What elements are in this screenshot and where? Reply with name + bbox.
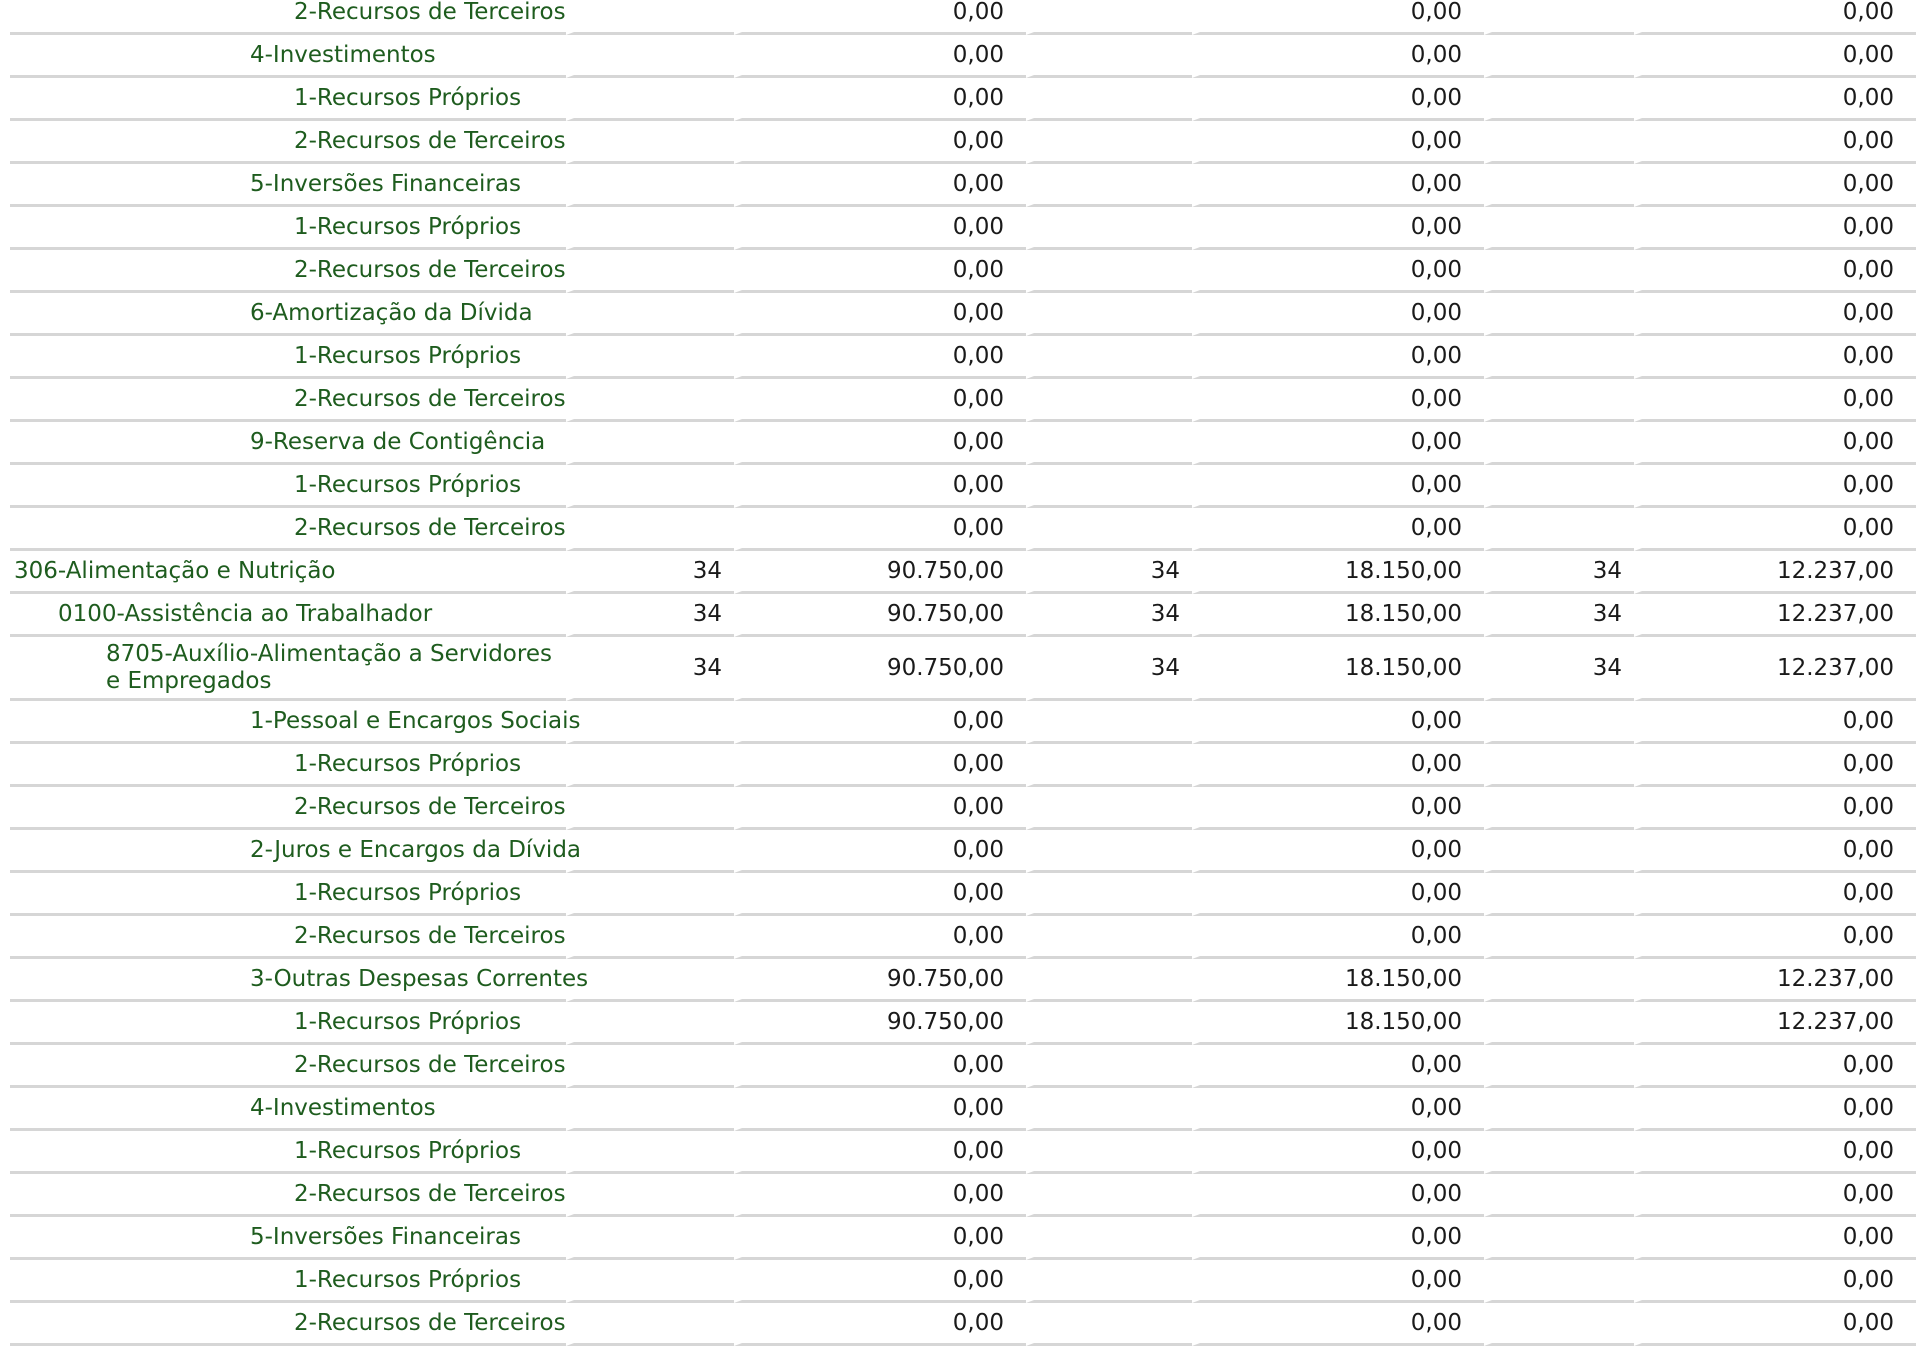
value-col-2: 0,00 bbox=[1192, 0, 1484, 35]
value-col-2: 18.150,00 bbox=[1192, 959, 1484, 1002]
row-label: 2-Recursos de Terceiros bbox=[10, 250, 566, 293]
quantity-col-3 bbox=[1484, 830, 1634, 873]
table-row bbox=[10, 78, 1916, 121]
quantity-col-2 bbox=[1026, 164, 1192, 207]
value-col-1: 0,00 bbox=[734, 1088, 1026, 1131]
value-col-1: 90.750,00 bbox=[734, 594, 1026, 637]
table-row bbox=[10, 379, 1916, 422]
value-col-2: 0,00 bbox=[1192, 422, 1484, 465]
table-row bbox=[10, 207, 1916, 250]
value-col-3: 0,00 bbox=[1634, 508, 1916, 551]
value-col-2: 18.150,00 bbox=[1192, 594, 1484, 637]
value-col-3: 0,00 bbox=[1634, 0, 1916, 35]
value-col-1: 0,00 bbox=[734, 422, 1026, 465]
quantity-col-1 bbox=[566, 121, 734, 164]
table-row bbox=[10, 164, 1916, 207]
value-col-1: 0,00 bbox=[734, 207, 1026, 250]
value-col-2: 0,00 bbox=[1192, 35, 1484, 78]
value-col-2: 0,00 bbox=[1192, 508, 1484, 551]
table-row bbox=[10, 508, 1916, 551]
table-row bbox=[10, 1303, 1916, 1346]
quantity-col-3 bbox=[1484, 422, 1634, 465]
quantity-col-3 bbox=[1484, 1088, 1634, 1131]
quantity-col-2 bbox=[1026, 959, 1192, 1002]
table-row bbox=[10, 873, 1916, 916]
table-row bbox=[10, 744, 1916, 787]
value-col-2: 0,00 bbox=[1192, 336, 1484, 379]
value-col-1: 0,00 bbox=[734, 744, 1026, 787]
quantity-col-3 bbox=[1484, 916, 1634, 959]
value-col-1: 0,00 bbox=[734, 1045, 1026, 1088]
value-col-1: 0,00 bbox=[734, 873, 1026, 916]
quantity-col-3 bbox=[1484, 78, 1634, 121]
quantity-col-2 bbox=[1026, 465, 1192, 508]
value-col-3: 0,00 bbox=[1634, 293, 1916, 336]
value-col-3: 0,00 bbox=[1634, 830, 1916, 873]
row-label: 1-Recursos Próprios bbox=[10, 465, 566, 508]
value-col-2: 0,00 bbox=[1192, 78, 1484, 121]
row-label: 2-Recursos de Terceiros bbox=[10, 1174, 566, 1217]
row-label: 1-Recursos Próprios bbox=[10, 78, 566, 121]
quantity-col-2 bbox=[1026, 916, 1192, 959]
quantity-col-2 bbox=[1026, 1260, 1192, 1303]
quantity-col-3 bbox=[1484, 379, 1634, 422]
quantity-col-2 bbox=[1026, 1002, 1192, 1045]
row-label: 4-Investimentos bbox=[10, 35, 566, 78]
row-label: 8705-Auxílio-Alimentação a Servidores e Empregados bbox=[10, 637, 566, 701]
value-col-3: 0,00 bbox=[1634, 916, 1916, 959]
quantity-col-3 bbox=[1484, 35, 1634, 78]
row-label: 6-Amortização da Dívida bbox=[10, 293, 566, 336]
value-col-3: 0,00 bbox=[1634, 1088, 1916, 1131]
quantity-col-2: 34 bbox=[1026, 551, 1192, 594]
value-col-2: 0,00 bbox=[1192, 1260, 1484, 1303]
value-col-1: 0,00 bbox=[734, 121, 1026, 164]
value-col-2: 0,00 bbox=[1192, 207, 1484, 250]
value-col-1: 0,00 bbox=[734, 916, 1026, 959]
value-col-1: 0,00 bbox=[734, 1131, 1026, 1174]
value-col-3: 0,00 bbox=[1634, 1131, 1916, 1174]
table-row bbox=[10, 1131, 1916, 1174]
table-row bbox=[10, 787, 1916, 830]
quantity-col-2 bbox=[1026, 508, 1192, 551]
quantity-col-3 bbox=[1484, 465, 1634, 508]
quantity-col-1 bbox=[566, 1174, 734, 1217]
value-col-2: 18.150,00 bbox=[1192, 637, 1484, 701]
value-col-3: 0,00 bbox=[1634, 1217, 1916, 1260]
value-col-2: 0,00 bbox=[1192, 701, 1484, 744]
table-row bbox=[10, 336, 1916, 379]
value-col-3: 0,00 bbox=[1634, 1303, 1916, 1346]
table-row bbox=[10, 594, 1916, 637]
table-row bbox=[10, 465, 1916, 508]
value-col-2: 18.150,00 bbox=[1192, 551, 1484, 594]
quantity-col-1: 34 bbox=[566, 594, 734, 637]
quantity-col-2 bbox=[1026, 744, 1192, 787]
value-col-1: 90.750,00 bbox=[734, 637, 1026, 701]
quantity-col-2 bbox=[1026, 207, 1192, 250]
quantity-col-1 bbox=[566, 1217, 734, 1260]
quantity-col-3 bbox=[1484, 1131, 1634, 1174]
quantity-col-1 bbox=[566, 164, 734, 207]
value-col-2: 0,00 bbox=[1192, 1088, 1484, 1131]
budget-table-body bbox=[10, 0, 1916, 1346]
quantity-col-2: 34 bbox=[1026, 594, 1192, 637]
value-col-3: 0,00 bbox=[1634, 787, 1916, 830]
quantity-col-1 bbox=[566, 0, 734, 35]
row-label: 4-Investimentos bbox=[10, 1088, 566, 1131]
row-label: 5-Inversões Financeiras bbox=[10, 164, 566, 207]
value-col-3: 12.237,00 bbox=[1634, 551, 1916, 594]
value-col-1: 90.750,00 bbox=[734, 1002, 1026, 1045]
quantity-col-3 bbox=[1484, 164, 1634, 207]
quantity-col-1 bbox=[566, 873, 734, 916]
table-row bbox=[10, 1260, 1916, 1303]
value-col-3: 0,00 bbox=[1634, 744, 1916, 787]
value-col-3: 0,00 bbox=[1634, 164, 1916, 207]
quantity-col-2 bbox=[1026, 1045, 1192, 1088]
quantity-col-1 bbox=[566, 1131, 734, 1174]
value-col-3: 0,00 bbox=[1634, 336, 1916, 379]
value-col-1: 0,00 bbox=[734, 379, 1026, 422]
quantity-col-3: 34 bbox=[1484, 551, 1634, 594]
quantity-col-2 bbox=[1026, 873, 1192, 916]
row-label: 2-Recursos de Terceiros bbox=[10, 508, 566, 551]
table-row bbox=[10, 637, 1916, 701]
quantity-col-2 bbox=[1026, 787, 1192, 830]
value-col-3: 0,00 bbox=[1634, 121, 1916, 164]
value-col-2: 0,00 bbox=[1192, 916, 1484, 959]
quantity-col-1 bbox=[566, 701, 734, 744]
value-col-1: 0,00 bbox=[734, 35, 1026, 78]
quantity-col-1 bbox=[566, 422, 734, 465]
value-col-1: 0,00 bbox=[734, 830, 1026, 873]
quantity-col-1: 34 bbox=[566, 637, 734, 701]
row-label: 3-Outras Despesas Correntes bbox=[10, 959, 566, 1002]
quantity-col-3 bbox=[1484, 744, 1634, 787]
quantity-col-3 bbox=[1484, 336, 1634, 379]
quantity-col-3 bbox=[1484, 207, 1634, 250]
value-col-1: 0,00 bbox=[734, 1217, 1026, 1260]
quantity-col-2 bbox=[1026, 250, 1192, 293]
value-col-2: 0,00 bbox=[1192, 1303, 1484, 1346]
row-label: 2-Recursos de Terceiros bbox=[10, 787, 566, 830]
value-col-1: 0,00 bbox=[734, 701, 1026, 744]
value-col-1: 0,00 bbox=[734, 787, 1026, 830]
quantity-col-1 bbox=[566, 336, 734, 379]
quantity-col-1 bbox=[566, 916, 734, 959]
quantity-col-1 bbox=[566, 465, 734, 508]
quantity-col-1 bbox=[566, 250, 734, 293]
value-col-3: 12.237,00 bbox=[1634, 959, 1916, 1002]
row-label: 1-Recursos Próprios bbox=[10, 207, 566, 250]
row-label: 2-Juros e Encargos da Dívida bbox=[10, 830, 566, 873]
table-row bbox=[10, 1002, 1916, 1045]
quantity-col-3 bbox=[1484, 1260, 1634, 1303]
row-label: 1-Recursos Próprios bbox=[10, 744, 566, 787]
table-row bbox=[10, 830, 1916, 873]
quantity-col-2 bbox=[1026, 1088, 1192, 1131]
value-col-1: 0,00 bbox=[734, 78, 1026, 121]
table-row bbox=[10, 0, 1916, 35]
table-row bbox=[10, 551, 1916, 594]
row-label: 0100-Assistência ao Trabalhador bbox=[10, 594, 566, 637]
quantity-col-3: 34 bbox=[1484, 637, 1634, 701]
value-col-2: 0,00 bbox=[1192, 1131, 1484, 1174]
value-col-1: 90.750,00 bbox=[734, 959, 1026, 1002]
quantity-col-1 bbox=[566, 744, 734, 787]
value-col-1: 0,00 bbox=[734, 465, 1026, 508]
row-label: 2-Recursos de Terceiros bbox=[10, 916, 566, 959]
table-row bbox=[10, 959, 1916, 1002]
budget-table bbox=[10, 0, 1916, 1346]
row-label: 306-Alimentação e Nutrição bbox=[10, 551, 566, 594]
quantity-col-1 bbox=[566, 1303, 734, 1346]
row-label: 2-Recursos de Terceiros bbox=[10, 1303, 566, 1346]
value-col-2: 0,00 bbox=[1192, 465, 1484, 508]
value-col-1: 0,00 bbox=[734, 1260, 1026, 1303]
value-col-2: 0,00 bbox=[1192, 250, 1484, 293]
table-row bbox=[10, 422, 1916, 465]
value-col-1: 0,00 bbox=[734, 508, 1026, 551]
quantity-col-3 bbox=[1484, 250, 1634, 293]
value-col-2: 0,00 bbox=[1192, 744, 1484, 787]
quantity-col-3 bbox=[1484, 121, 1634, 164]
value-col-2: 0,00 bbox=[1192, 121, 1484, 164]
quantity-col-1 bbox=[566, 508, 734, 551]
quantity-col-3 bbox=[1484, 293, 1634, 336]
quantity-col-3 bbox=[1484, 959, 1634, 1002]
value-col-3: 0,00 bbox=[1634, 35, 1916, 78]
value-col-3: 12.237,00 bbox=[1634, 637, 1916, 701]
quantity-col-1 bbox=[566, 379, 734, 422]
value-col-1: 0,00 bbox=[734, 1303, 1026, 1346]
quantity-col-3 bbox=[1484, 873, 1634, 916]
quantity-col-2 bbox=[1026, 422, 1192, 465]
quantity-col-1 bbox=[566, 1260, 734, 1303]
quantity-col-2 bbox=[1026, 1174, 1192, 1217]
value-col-3: 0,00 bbox=[1634, 78, 1916, 121]
quantity-col-1 bbox=[566, 78, 734, 121]
value-col-2: 0,00 bbox=[1192, 830, 1484, 873]
quantity-col-3 bbox=[1484, 508, 1634, 551]
quantity-col-2 bbox=[1026, 121, 1192, 164]
row-label: 1-Recursos Próprios bbox=[10, 1002, 566, 1045]
quantity-col-3 bbox=[1484, 1217, 1634, 1260]
quantity-col-2 bbox=[1026, 78, 1192, 121]
value-col-3: 0,00 bbox=[1634, 250, 1916, 293]
quantity-col-3 bbox=[1484, 701, 1634, 744]
value-col-3: 12.237,00 bbox=[1634, 594, 1916, 637]
quantity-col-2 bbox=[1026, 830, 1192, 873]
value-col-3: 0,00 bbox=[1634, 873, 1916, 916]
quantity-col-2 bbox=[1026, 35, 1192, 78]
quantity-col-2 bbox=[1026, 293, 1192, 336]
value-col-1: 0,00 bbox=[734, 250, 1026, 293]
quantity-col-1 bbox=[566, 787, 734, 830]
value-col-3: 12.237,00 bbox=[1634, 1002, 1916, 1045]
quantity-col-1 bbox=[566, 830, 734, 873]
quantity-col-3 bbox=[1484, 787, 1634, 830]
table-row bbox=[10, 1088, 1916, 1131]
row-label: 2-Recursos de Terceiros bbox=[10, 121, 566, 164]
quantity-col-2 bbox=[1026, 701, 1192, 744]
table-row bbox=[10, 1174, 1916, 1217]
row-label: 9-Reserva de Contigência bbox=[10, 422, 566, 465]
value-col-2: 0,00 bbox=[1192, 1045, 1484, 1088]
row-label: 1-Recursos Próprios bbox=[10, 1260, 566, 1303]
quantity-col-1 bbox=[566, 293, 734, 336]
table-row bbox=[10, 35, 1916, 78]
quantity-col-1 bbox=[566, 35, 734, 78]
value-col-1: 0,00 bbox=[734, 293, 1026, 336]
quantity-col-1: 34 bbox=[566, 551, 734, 594]
row-label: 2-Recursos de Terceiros bbox=[10, 379, 566, 422]
quantity-col-3 bbox=[1484, 1002, 1634, 1045]
value-col-3: 0,00 bbox=[1634, 379, 1916, 422]
row-label: 2-Recursos de Terceiros bbox=[10, 1045, 566, 1088]
quantity-col-1 bbox=[566, 1045, 734, 1088]
quantity-col-2 bbox=[1026, 336, 1192, 379]
row-label: 1-Pessoal e Encargos Sociais bbox=[10, 701, 566, 744]
quantity-col-2 bbox=[1026, 1303, 1192, 1346]
quantity-col-3: 34 bbox=[1484, 594, 1634, 637]
row-label: 1-Recursos Próprios bbox=[10, 336, 566, 379]
value-col-3: 0,00 bbox=[1634, 1045, 1916, 1088]
value-col-1: 0,00 bbox=[734, 336, 1026, 379]
row-label: 1-Recursos Próprios bbox=[10, 873, 566, 916]
quantity-col-1 bbox=[566, 1002, 734, 1045]
value-col-3: 0,00 bbox=[1634, 207, 1916, 250]
value-col-2: 0,00 bbox=[1192, 787, 1484, 830]
quantity-col-2 bbox=[1026, 1217, 1192, 1260]
table-row bbox=[10, 916, 1916, 959]
value-col-1: 0,00 bbox=[734, 1174, 1026, 1217]
row-label: 1-Recursos Próprios bbox=[10, 1131, 566, 1174]
value-col-3: 0,00 bbox=[1634, 422, 1916, 465]
value-col-3: 0,00 bbox=[1634, 465, 1916, 508]
value-col-1: 0,00 bbox=[734, 0, 1026, 35]
quantity-col-3 bbox=[1484, 1303, 1634, 1346]
quantity-col-2 bbox=[1026, 1131, 1192, 1174]
value-col-2: 18.150,00 bbox=[1192, 1002, 1484, 1045]
quantity-col-3 bbox=[1484, 1174, 1634, 1217]
value-col-2: 0,00 bbox=[1192, 164, 1484, 207]
quantity-col-3 bbox=[1484, 0, 1634, 35]
value-col-2: 0,00 bbox=[1192, 293, 1484, 336]
quantity-col-2 bbox=[1026, 0, 1192, 35]
quantity-col-3 bbox=[1484, 1045, 1634, 1088]
value-col-2: 0,00 bbox=[1192, 1174, 1484, 1217]
quantity-col-1 bbox=[566, 1088, 734, 1131]
quantity-col-2: 34 bbox=[1026, 637, 1192, 701]
table-row bbox=[10, 1045, 1916, 1088]
value-col-3: 0,00 bbox=[1634, 1260, 1916, 1303]
value-col-3: 0,00 bbox=[1634, 701, 1916, 744]
table-row bbox=[10, 250, 1916, 293]
quantity-col-1 bbox=[566, 207, 734, 250]
quantity-col-2 bbox=[1026, 379, 1192, 422]
value-col-1: 90.750,00 bbox=[734, 551, 1026, 594]
table-row bbox=[10, 121, 1916, 164]
value-col-2: 0,00 bbox=[1192, 873, 1484, 916]
value-col-2: 0,00 bbox=[1192, 1217, 1484, 1260]
table-row bbox=[10, 701, 1916, 744]
row-label: 5-Inversões Financeiras bbox=[10, 1217, 566, 1260]
value-col-2: 0,00 bbox=[1192, 379, 1484, 422]
value-col-1: 0,00 bbox=[734, 164, 1026, 207]
table-row bbox=[10, 293, 1916, 336]
quantity-col-1 bbox=[566, 959, 734, 1002]
value-col-3: 0,00 bbox=[1634, 1174, 1916, 1217]
table-row bbox=[10, 1217, 1916, 1260]
row-label: 2-Recursos de Terceiros bbox=[10, 0, 566, 35]
